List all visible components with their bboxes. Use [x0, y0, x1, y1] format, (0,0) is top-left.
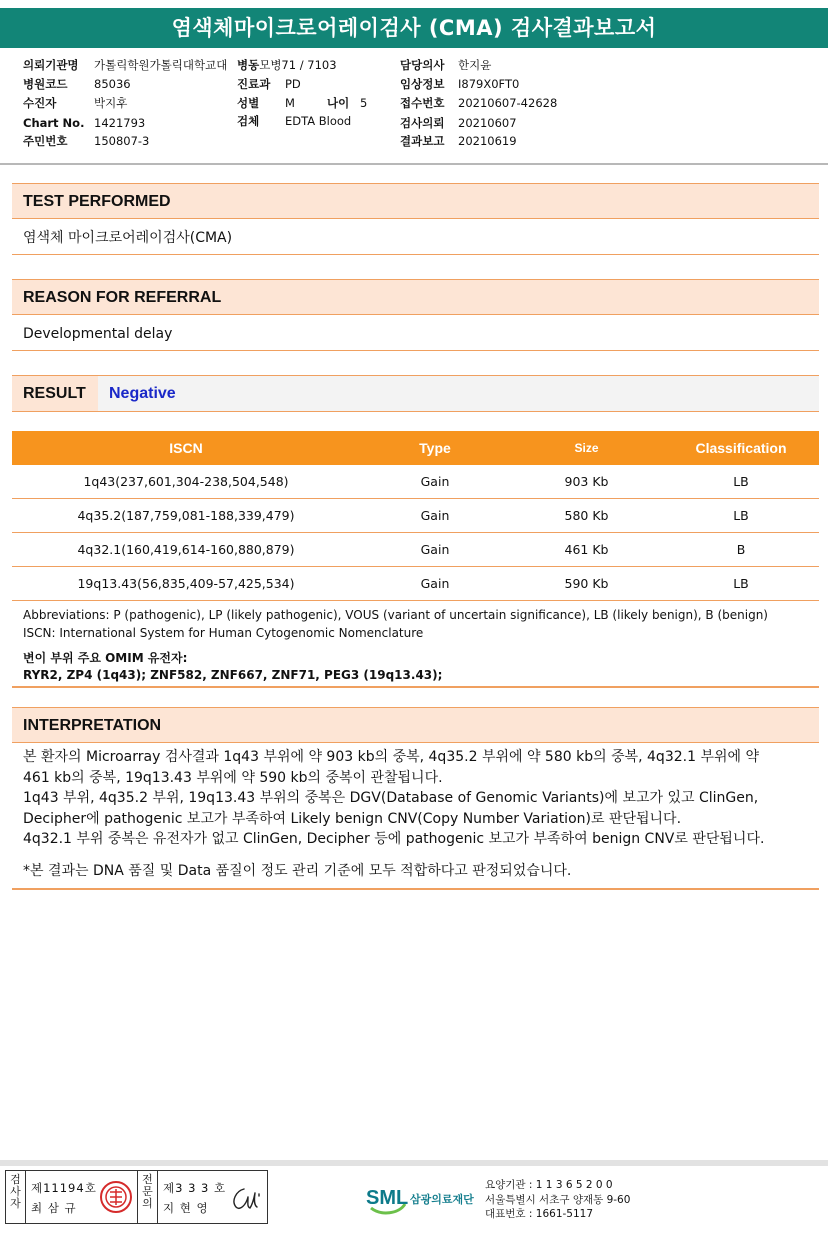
clinical-info-label: 임상정보: [400, 77, 445, 91]
result-row: [12, 375, 819, 412]
org-code: 요양기관 : 1 1 3 6 5 2 0 0: [485, 1179, 613, 1191]
type-cell: Gain: [360, 499, 510, 533]
signature-box: [5, 1170, 268, 1224]
type-cell: Gain: [360, 465, 510, 499]
classification-header: Classification: [663, 431, 819, 465]
report-title: 염색체마이크로어레이검사 (CMA) 검사결과보고서: [0, 8, 828, 48]
org-name: 삼광의료재단: [410, 1193, 474, 1206]
cnv-table-header: [12, 431, 819, 465]
iscn-header: ISCN: [12, 431, 360, 465]
specimen-value: EDTA Blood: [285, 114, 352, 128]
doctor-field: [400, 56, 491, 75]
request-date-field: [400, 114, 517, 133]
department-field: [237, 75, 301, 94]
institution-value: 가톨릭학원가톨릭대학교대: [94, 58, 228, 72]
examinee-field: [23, 94, 127, 113]
id-no-value: 150807-3: [94, 134, 150, 148]
quality-note: *본 결과는 DNA 품질 및 Data 품질이 정도 관리 기준에 모두 적합하다고 판정되었습니다.: [23, 862, 572, 879]
size-cell: 903 Kb: [510, 465, 663, 499]
omim-genes: [23, 650, 823, 684]
table-row: [12, 567, 819, 601]
size-header: Size: [510, 431, 663, 465]
examiner-label-char: 검: [10, 1173, 21, 1186]
examiner-cell: [26, 1171, 138, 1223]
iscn-cell: 4q35.2(187,759,081-188,339,479): [12, 499, 360, 533]
classification-cell: LB: [663, 499, 819, 533]
clinical-info-field: [400, 75, 519, 94]
interpretation-text: [23, 747, 823, 882]
signature-icon: [228, 1183, 264, 1213]
test-performed-text: 염색체 마이크로어레이검사(CMA): [12, 219, 819, 255]
sex-label: 성별: [237, 96, 260, 110]
doctor-value: 한지윤: [458, 58, 492, 72]
sml-logo-text: SML: [366, 1187, 409, 1209]
interpretation-line: Decipher에 pathogenic 보고가 부족하여 Likely benign CNV(Copy Number Variation)로 판단됩니다.: [23, 810, 682, 827]
classification-cell: LB: [663, 567, 819, 601]
receipt-no-field: [400, 94, 557, 113]
clinical-info-value: I879X0FT0: [458, 77, 520, 91]
interpretation-heading: INTERPRETATION: [12, 707, 819, 743]
type-cell: Gain: [360, 533, 510, 567]
request-date-value: 20210607: [458, 116, 517, 130]
receipt-no-label: 접수번호: [400, 96, 445, 110]
examiner-license-no: 제11194호: [31, 1181, 97, 1195]
table-row: [12, 533, 819, 567]
test-performed-heading: TEST PERFORMED: [12, 183, 819, 219]
interpretation-line: 4q32.1 부위 중복은 유전자가 없고 ClinGen, Decipher 등에 pathogenic 보고가 부족하여 benign CNV로 판단됩니다.: [23, 831, 765, 848]
classification-cell: LB: [663, 465, 819, 499]
interpretation-line: 461 kb의 중복, 19q13.43 부위에 약 590 kb의 중복이 관찰됩니다.: [23, 769, 443, 786]
result-value: Negative: [98, 376, 819, 411]
hospital-code-field: [23, 75, 131, 94]
hospital-code-value: 85036: [94, 77, 131, 91]
iscn-definition-line: ISCN: International System for Human Cytogenomic Nomenclature: [23, 626, 424, 640]
institution-label: 의뢰기관명: [23, 58, 79, 72]
omim-gene-list: RYR2, ZP4 (1q43); ZNF582, ZNF667, ZNF71, PEG3 (19q13.43);: [23, 668, 443, 682]
specialist-cell: [158, 1171, 267, 1223]
size-cell: 580 Kb: [510, 499, 663, 533]
omim-divider: [12, 686, 819, 688]
omim-title: 변이 부위 주요 OMIM 유전자:: [23, 651, 188, 665]
ward-value: 모병71 / 7103: [259, 58, 337, 72]
examiner-label: [6, 1171, 26, 1223]
abbreviations-line: Abbreviations: P (pathogenic), LP (likely pathogenic), VOUS (variant of uncertain significance), LB (likely benign), B (benign): [23, 608, 768, 622]
specialist-label-char: 문: [142, 1185, 153, 1198]
iscn-cell: 4q32.1(160,419,614-160,880,879): [12, 533, 360, 567]
examiner-name: 최 삼 규: [31, 1201, 77, 1215]
sml-logo-icon: [365, 1178, 409, 1218]
interpretation-divider: [12, 888, 819, 890]
type-header: Type: [360, 431, 510, 465]
classification-cell: B: [663, 533, 819, 567]
org-phone: 대표번호 : 1661-5117: [485, 1208, 594, 1220]
chart-no-field: [23, 114, 145, 133]
type-cell: Gain: [360, 567, 510, 601]
iscn-cell: 19q13.43(56,835,409-57,425,534): [12, 567, 360, 601]
specimen-label: 검체: [237, 114, 260, 128]
report-date-value: 20210619: [458, 134, 517, 148]
result-label: RESULT: [12, 376, 98, 411]
age-label: 나이: [327, 96, 350, 110]
examiner-label-char: 사: [10, 1185, 21, 1198]
cnv-table: [12, 431, 819, 601]
interpretation-line: 1q43 부위, 4q35.2 부위, 19q13.43 부위의 중복은 DGV(Database of Genomic Variants)에 보고가 있고 ClinGen,: [23, 790, 759, 807]
table-row: [12, 499, 819, 533]
institution-field: [23, 56, 227, 75]
footer-divider: [0, 1160, 828, 1166]
specialist-license-no: 제3 3 3 호: [163, 1181, 227, 1195]
size-cell: 461 Kb: [510, 533, 663, 567]
interpretation-line: 본 환자의 Microarray 검사결과 1q43 부위에 약 903 kb의 중복, 4q35.2 부위에 약 580 kb의 중복, 4q32.1 부위에 약: [23, 749, 759, 765]
referral-text: Developmental delay: [12, 315, 819, 351]
examiner-label-char: 자: [10, 1197, 21, 1210]
specialist-label-char: 의: [142, 1197, 153, 1210]
sex-value: M: [285, 96, 295, 110]
specimen-field: [237, 112, 351, 131]
size-cell: 590 Kb: [510, 567, 663, 601]
receipt-no-value: 20210607-42628: [458, 96, 558, 110]
specialist-name: 지 현 영: [163, 1201, 209, 1215]
report-date-field: [400, 132, 517, 151]
request-date-label: 검사의뢰: [400, 116, 445, 130]
referral-heading: REASON FOR REFERRAL: [12, 279, 819, 315]
ward-label: 병동: [237, 58, 260, 72]
examiner-seal-icon: [99, 1180, 133, 1214]
age-value: 5: [360, 96, 368, 110]
examinee-value: 박지후: [94, 96, 128, 110]
chart-no-label: Chart No.: [23, 116, 85, 130]
header-divider: [0, 163, 828, 165]
specialist-label: [138, 1171, 158, 1223]
department-value: PD: [285, 77, 301, 91]
org-info: [485, 1178, 630, 1222]
patient-header: [0, 56, 828, 156]
report-date-label: 결과보고: [400, 134, 445, 148]
chart-no-value: 1421793: [94, 116, 146, 130]
id-no-field: [23, 132, 149, 151]
abbreviations: [23, 606, 823, 642]
examinee-label: 수진자: [23, 96, 57, 110]
org-address: 서울특별시 서초구 양재동 9-60: [485, 1193, 631, 1206]
table-row: [12, 465, 819, 499]
iscn-cell: 1q43(237,601,304-238,504,548): [12, 465, 360, 499]
id-no-label: 주민번호: [23, 134, 68, 148]
doctor-label: 담당의사: [400, 58, 445, 72]
specialist-label-char: 전: [142, 1173, 153, 1186]
sex-field: [237, 94, 367, 113]
ward-field: [237, 56, 337, 75]
department-label: 진료과: [237, 77, 271, 91]
hospital-code-label: 병원코드: [23, 77, 68, 91]
